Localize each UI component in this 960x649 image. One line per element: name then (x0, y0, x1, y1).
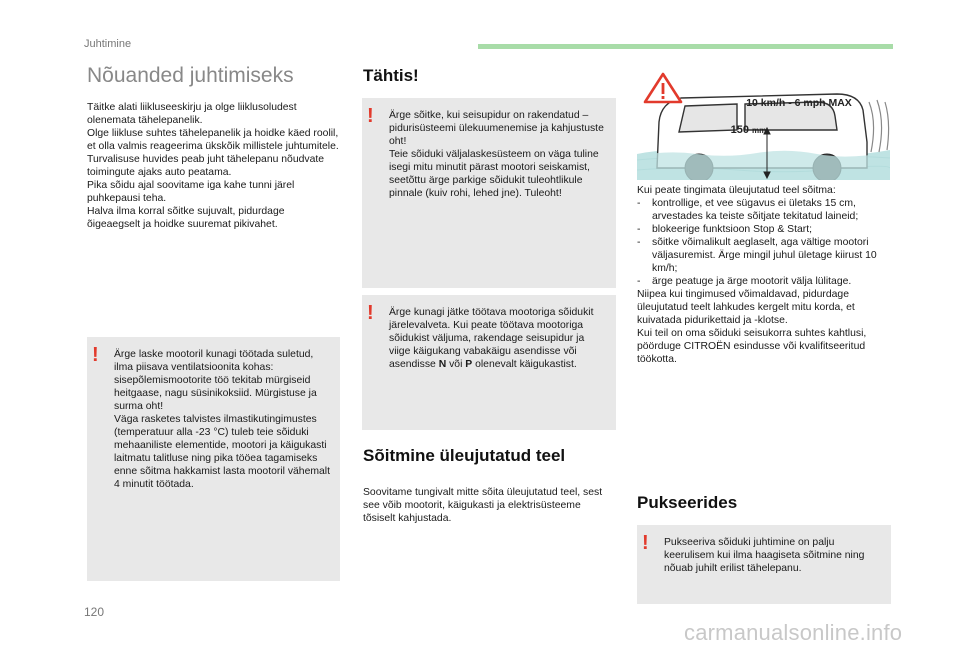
engine-warning-text: Ärge laske mootoril kunagi töötada suletud, ilma piisava ventilatsioonita kohas: sisepõlemismootorite töö tekitab mürgiseid heitgaase, nagu süsinikoksiid. Mürgistuse ja surma oht! Väga rasketes talvistes ilmastikutingimustes (temperatuur alla -23 °C) tuleb teie sõiduki mehaaniliste elementide, mootori ja käigukasti laitmatu talitluse ning pika tööea tagamiseks enne sõitma hakkamist lasta mootoril vähemalt 4 minutit töötada. (114, 349, 330, 490)
parking-brake-warning-box (362, 98, 616, 288)
flood-intro: Kui peate tingimata üleujutatud teel sõitma: (637, 185, 836, 196)
flooded-road-body: Soovitame tungivalt mitte sõita üleujutatud teel, sest see võib mootorit, käigukasti ja elektrisüsteeme tõsiselt kahjustada. (363, 487, 603, 524)
warning-icon: ! (367, 302, 374, 324)
gear-p-label: P (465, 359, 473, 370)
flooded-road-title: Sõitmine üleujutatud teel (363, 446, 566, 465)
header-rule (478, 44, 893, 49)
page-number: 120 (84, 605, 105, 619)
towing-title: Pukseerides (637, 493, 738, 512)
list-item: - kontrollige, et vee sügavus ei ületaks 15 cm, arvestades ka teiste sõitjate tekitatud laineid; (637, 197, 892, 223)
towing-warning-text: Pukseeriva sõiduki juhtimine on palju keerulisem kui ilma haagiseta sõitmine ning nõuab juhilt erilist tähelepanu. (664, 537, 865, 574)
watermark: carmanualsonline.info (684, 620, 903, 645)
gear-n-label: N (438, 359, 447, 370)
warning2-text-b: või (446, 359, 466, 370)
speed-label: 10 km/h - 6 mph MAX (746, 97, 852, 109)
page-title: Nõuanded juhtimiseks (87, 64, 294, 87)
list-item: - sõitke võimalikult aeglaselt, aga vältige mootori väljasuremist. Ärge mingil juhul ületage kiirust 10 km/h; (637, 236, 892, 275)
engine-warning-box (87, 337, 340, 581)
warning2-text-c: olenevalt käigukastist. (472, 359, 577, 370)
list-item: - blokeerige funktsioon Stop & Start; (637, 223, 892, 236)
engine-unattended-warning-box (362, 295, 616, 430)
section-label: Juhtimine (84, 38, 132, 50)
warning-icon: ! (367, 105, 374, 127)
flooded-road-text (363, 486, 613, 525)
list-item: - ärge peatuge ja ärge mootorit välja lülitage. (637, 275, 892, 288)
driving-advice-text (87, 101, 339, 231)
flood-after-text: Niipea kui tingimused võimaldavad, pidurdage üleujutatud teelt lahkudes kergelt mitu korda, et kuivatada pidurikettaid ja -klotse. Kui teil on oma sõiduki seisukorra suhtes kahtlusi, pöörduge CITROËN esindusse või kvalifitseeritud töökotta. (637, 289, 867, 365)
flood-illustration (637, 72, 890, 180)
flood-instructions (637, 184, 892, 366)
towing-warning-box (637, 525, 891, 604)
parking-brake-warning-text: Ärge sõitke, kui seisupidur on rakendatud – pidurisüsteemi ülekuumenemise ja kahjustuste oht! Teie sõiduki väljalaskesüsteem on väga tuline isegi mitu minutit pärast mootori seiskamist, seetõttu ärge parkige sõidukit tuleohtlikule pinnale (kuiv rohi, lehed jne). Tuleoht! (389, 110, 604, 199)
engine-unattended-warning-text (389, 306, 608, 371)
depth-value: 150 (730, 124, 749, 136)
warning-icon: ! (642, 532, 649, 554)
warning-icon: ! (92, 344, 99, 366)
important-title: Tähtis! (363, 66, 419, 85)
flood-bullet-list (637, 197, 892, 288)
warning2-text-a: Ärge kunagi jätke töötava mootoriga sõidukit järelevalveta. Kui peate töötava mootoriga sõidukist väljuma, rakendage seisupidur ja viige käigukang vabakäigu asendisse või asendisse (389, 307, 594, 370)
driving-advice-body: Täitke alati liikluseeskirju ja olge liiklusoludest olenemata tähelepanelik. Olge liikluse suhtes tähelepanelik ja hoidke käed roolil, et olla valmis reageerima ükskõik millistele juhtumitele. Turvalisuse huvides peab juht tähelepanu nõudvate toimingute ajaks auto peatama. Pika sõidu ajal soovitame iga kahe tunni järel puhkepausi teha. Halva ilma korral sõitke sujuvalt, pidurdage õigeaegselt ja hoidke suuremat pikivahet. (87, 102, 339, 230)
depth-unit: mm (752, 126, 767, 135)
